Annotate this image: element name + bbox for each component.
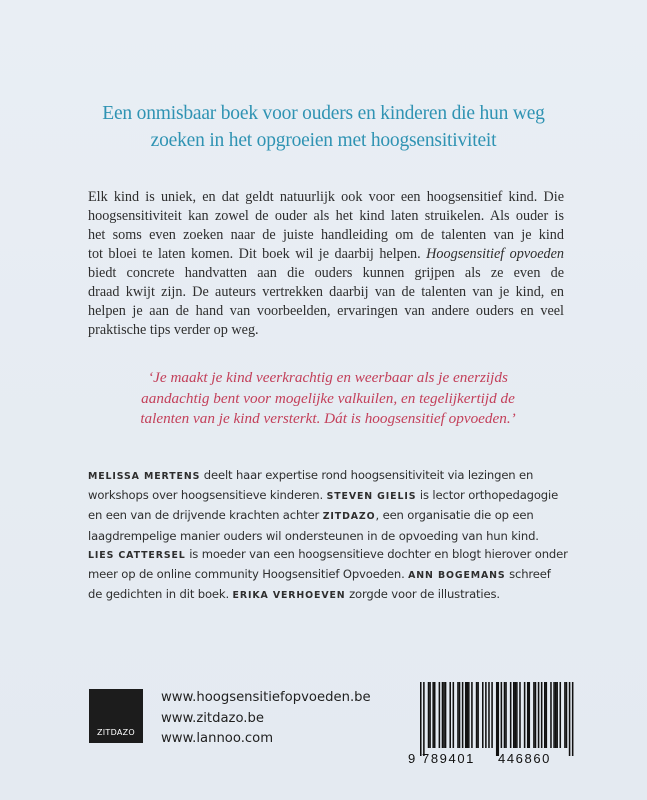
blurb-line: het soms even zoeken naar de juiste handleiding om de talenten van je kind (88, 227, 564, 243)
bio-text: en een van de drijvende krachten achter (88, 508, 323, 523)
bio-text: schreef (505, 567, 551, 582)
website-link[interactable]: www.zitdazo.be (161, 710, 264, 726)
barcode-group: 446860 (498, 751, 551, 766)
barcode-bar (529, 682, 531, 748)
barcode-bar (471, 682, 473, 748)
blurb-line: helpen je aan de hand van voorbeelden, ervaringen van andere ouders en veel (88, 303, 564, 319)
bio-text: is lector orthopedagogie (416, 488, 559, 503)
bio-text: meer op de online community Hoogsensitief Opvoeden. (88, 567, 409, 582)
barcode-bar (524, 682, 526, 748)
quote-line: ‘Je maakt je kind veerkrachtig en weerbaar als je enerzijds (148, 369, 508, 386)
barcode-bar (429, 682, 431, 748)
barcode-bar (476, 682, 478, 748)
barcode-bar (538, 682, 540, 748)
barcode-bar (535, 682, 537, 748)
website-link[interactable]: www.hoogsensitiefopvoeden.be (161, 690, 371, 705)
barcode-lead-digit: 9 (408, 751, 417, 766)
organisation-name: ZITDAZO (322, 511, 376, 523)
barcode-bar (533, 682, 535, 748)
bio-text: , een organisatie die op een (375, 508, 534, 523)
barcode-bar (555, 682, 557, 748)
barcode-bar (491, 682, 493, 748)
author-name: ERIKA VERHOEVEN (232, 590, 346, 602)
barcode-bar (449, 682, 451, 748)
author-name: STEVEN GIELIS (326, 491, 417, 503)
barcode-bar (465, 682, 467, 748)
barcode-bar (420, 682, 422, 756)
barcode-bar (453, 682, 455, 748)
bio-line (88, 506, 564, 526)
logo-text: ZITDAZO (96, 728, 136, 737)
barcode-bar (546, 682, 548, 748)
barcode-bar (519, 682, 521, 748)
barcode-bar (515, 682, 517, 748)
barcode-bar (468, 682, 470, 748)
author-bios (88, 466, 568, 605)
barcode-bar (445, 682, 447, 748)
barcode-bar (505, 682, 507, 748)
bio-line (88, 545, 568, 565)
barcode-bar (423, 682, 425, 756)
barcode-bar (527, 682, 529, 748)
blurb-line: biedt concrete handvatten aan die ouders kunnen grijpen als ze even de (88, 265, 564, 281)
barcode-bar (556, 682, 558, 748)
barcode-bar (501, 682, 503, 748)
headline-line: zoeken in het opgroeien met hoogsensitiviteit (150, 130, 497, 151)
barcode-bar (572, 682, 574, 756)
barcode-bar (566, 682, 568, 748)
barcode-group: 789401 (422, 751, 475, 766)
bio-text: is moeder van een hoogsensitieve dochter en blogt hierover onder (185, 546, 568, 561)
barcode-bar (488, 682, 490, 748)
bio-line (88, 585, 564, 605)
barcode-bar (544, 682, 546, 748)
barcode-bar (564, 682, 566, 748)
blurb-line: hoogsensitiviteit kan zowel de ouder als het kind laten struikelen. Als ouder is (88, 208, 564, 224)
barcode-bar (516, 682, 518, 748)
barcode-bar (510, 682, 512, 748)
website-link[interactable]: www.lannoo.com (161, 731, 274, 746)
author-name: ANN BOGEMANS (408, 570, 506, 582)
bio-text: zorgde voor de illustraties. (345, 587, 500, 602)
blurb-text: tot bloei te laten komen. Dit boek wil je daarbij helpen. (88, 246, 421, 262)
headline-line: Een onmisbaar boek voor ouders en kinderen die hun weg (102, 103, 545, 124)
barcode-bar (442, 682, 444, 748)
barcode-bar (467, 682, 469, 748)
barcode-bar (569, 682, 571, 756)
barcode-bar (496, 682, 498, 756)
headline (60, 100, 587, 154)
barcode-bar (560, 682, 562, 748)
barcode-bar (482, 682, 484, 748)
barcode-bar (477, 682, 479, 748)
blurb-line: draad kwijt zijn. De auteurs vertrekken daarbij van de talenten van je kind, en (88, 284, 564, 300)
barcode-bar (550, 682, 552, 748)
bio-line (88, 466, 564, 486)
barcode-bar (541, 682, 543, 748)
barcode-bar (513, 682, 515, 748)
barcode-bar (553, 682, 555, 748)
barcode-bar (434, 682, 436, 748)
author-name: MELISSA MERTENS (88, 471, 201, 482)
barcode-bar (443, 682, 445, 748)
barcode-bar (457, 682, 459, 748)
barcode-bar (459, 682, 461, 748)
barcode-bar (428, 682, 430, 748)
book-title: Hoogsensitief opvoeden (426, 246, 565, 262)
bio-line (88, 486, 564, 506)
barcode-bar (485, 682, 487, 748)
quote-line: talenten van je kind versterkt. Dát is hoogsensitief opvoeden.’ (140, 410, 516, 427)
blurb (88, 188, 564, 340)
bio-line (88, 565, 564, 585)
isbn-barcode (408, 682, 576, 766)
quote-line: aandachtig bent voor mogelijke valkuilen, en tegelijkertijd de (141, 389, 515, 407)
bio-text: deelt haar expertise rond hoogsensitiviteit via lezingen en (200, 468, 534, 482)
barcode-bar (432, 682, 434, 748)
publisher-logo (89, 689, 143, 743)
pull-quote (88, 368, 568, 430)
bio-text: de gedichten in dit boek. (88, 587, 233, 602)
bio-text: workshops over hoogsensitieve kinderen. (88, 488, 327, 503)
barcode-bar (504, 682, 506, 748)
barcode-bar (498, 682, 500, 756)
barcode-bar (439, 682, 441, 748)
author-name: LIES CATTERSEL (88, 549, 186, 561)
blurb-line: Elk kind is uniek, en dat geldt natuurlijk ook voor een hoogsensitief kind. Die (88, 189, 564, 205)
bio-line: laagdrempelige manier ouders wil ondersteunen in de opvoeding van hun kind. (88, 528, 539, 543)
website-links (161, 688, 371, 750)
blurb-line (88, 245, 564, 264)
blurb-line: praktische tips verder op weg. (88, 322, 259, 338)
barcode-bars (408, 682, 576, 762)
barcode-bar (462, 682, 464, 748)
